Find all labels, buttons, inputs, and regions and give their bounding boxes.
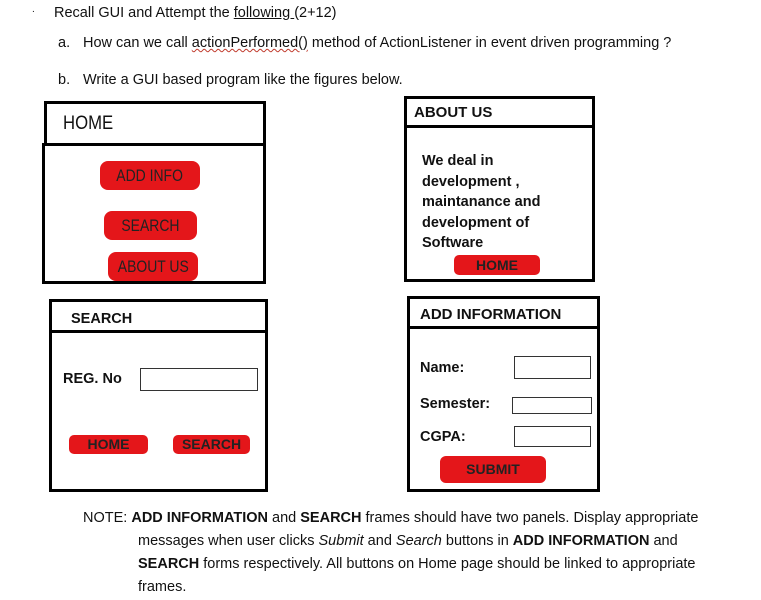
about-us-button-label: ABOUT US (117, 257, 189, 276)
note-italic: Submit (318, 533, 364, 549)
intro-link[interactable]: following (233, 5, 295, 21)
about-line: maintanance and (422, 194, 541, 210)
add-frame-title: ADD INFORMATION (420, 306, 562, 323)
about-line: We deal in (422, 153, 494, 169)
semester-label: Semester: (420, 396, 491, 412)
note-text: and (363, 533, 396, 549)
search-frame-body (49, 330, 268, 492)
note-text: frames should have two panels. Display appropriate (361, 510, 699, 526)
question-a-marker: a. (58, 35, 71, 51)
add-frame-body (407, 326, 600, 492)
question-a (83, 35, 671, 51)
search-nav-button[interactable] (104, 211, 197, 240)
about-frame-body (404, 125, 595, 282)
name-input[interactable] (514, 356, 591, 379)
about-frame-title: ABOUT US (414, 104, 493, 121)
intro-line (54, 5, 337, 21)
about-us-button[interactable] (108, 252, 198, 281)
name-label: Name: (420, 360, 465, 376)
search-home-button[interactable]: HOME (69, 435, 148, 454)
search-title-bar (49, 299, 268, 333)
reg-no-label: REG. No (63, 371, 122, 387)
note-text: forms respectively. All buttons on Home page should be linked to appropriate (199, 556, 696, 572)
note-text: and (649, 533, 678, 549)
semester-input[interactable] (512, 397, 592, 414)
about-line: development of (422, 214, 530, 231)
note-bold: SEARCH (300, 510, 362, 526)
note-line-4: frames. (138, 579, 187, 595)
about-line: development , (422, 173, 520, 190)
note-bold: ADD INFORMATION (512, 533, 650, 549)
question-a-prefix: How can we call (83, 35, 192, 51)
search-nav-button-label: SEARCH (121, 216, 180, 235)
about-text (422, 151, 540, 254)
bullet-dot: . (32, 4, 35, 15)
note-italic: Search (395, 533, 442, 549)
question-b: Write a GUI based program like the figures below. (83, 72, 403, 88)
note-bold: SEARCH (138, 556, 200, 572)
question-a-method: actionPerformed() (191, 35, 308, 51)
note-line-3 (138, 553, 695, 576)
cgpa-label: CGPA: (420, 429, 466, 445)
home-frame-title: HOME (63, 113, 114, 134)
note-line-2 (138, 530, 678, 553)
note-text: buttons in (441, 533, 513, 549)
submit-button[interactable]: SUBMIT (440, 456, 546, 483)
about-title-bar (404, 96, 595, 128)
note-line-1 (83, 507, 698, 530)
add-info-button[interactable] (100, 161, 200, 190)
question-b-marker: b. (58, 72, 71, 88)
add-info-button-label: ADD INFO (116, 166, 184, 185)
note-text: and (268, 510, 301, 526)
home-frame-body (42, 143, 266, 284)
home-title-bar (44, 101, 266, 146)
reg-no-input[interactable] (140, 368, 258, 391)
search-submit-button[interactable]: SEARCH (173, 435, 250, 454)
about-home-button[interactable]: HOME (454, 255, 540, 275)
intro-suffix: (2+12) (294, 5, 337, 21)
note-prefix: NOTE: (83, 510, 132, 526)
search-frame-title: SEARCH (71, 311, 133, 327)
add-title-bar (407, 296, 600, 329)
note-text: messages when user clicks (138, 533, 319, 549)
about-line: Software (422, 235, 484, 251)
note-bold: ADD INFORMATION (131, 510, 269, 526)
intro-prefix: Recall GUI and Attempt the (54, 5, 234, 21)
question-a-suffix: method of ActionListener in event driven programming ? (307, 35, 672, 51)
cgpa-input[interactable] (514, 426, 591, 447)
